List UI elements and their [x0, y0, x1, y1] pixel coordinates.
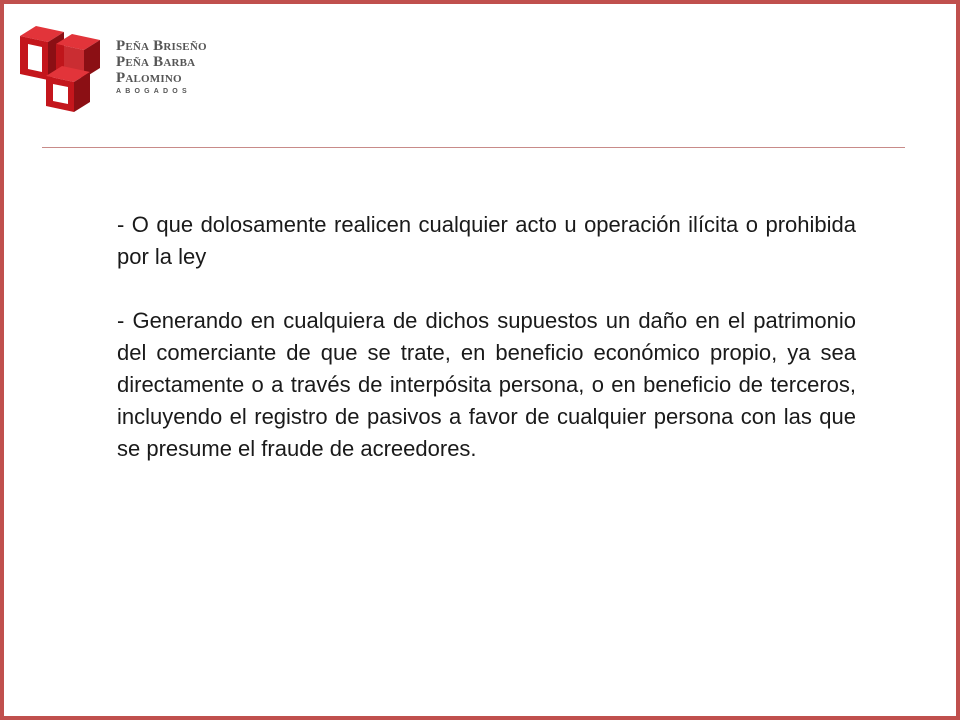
logo-subtitle: ABOGADOS	[116, 88, 191, 95]
header-divider	[42, 147, 905, 148]
logo-wordmark	[116, 38, 207, 97]
stacked-red-cubes-icon	[16, 22, 106, 114]
logo-line-3: Palomino	[116, 70, 182, 86]
logo-line-1: Peña Briseño	[116, 38, 207, 54]
paragraph-1: - O que dolosamente realicen cualquier acto u operación ilícita o prohibida por la ley	[117, 212, 856, 269]
firm-logo	[16, 22, 226, 114]
paragraph-2: - Generando en cualquiera de dichos supuestos un daño en el patrimonio del comerciante de que se trate, en beneficio económico propio, ya sea directamente o a través de interpósita persona, o en beneficio de terceros, incluyendo el registro de pasivos a favor de cualquier persona con las que se presume el fraude de acreedores.	[117, 308, 856, 461]
logo-line-2: Peña Barba	[116, 54, 196, 70]
slide-body	[117, 209, 856, 465]
